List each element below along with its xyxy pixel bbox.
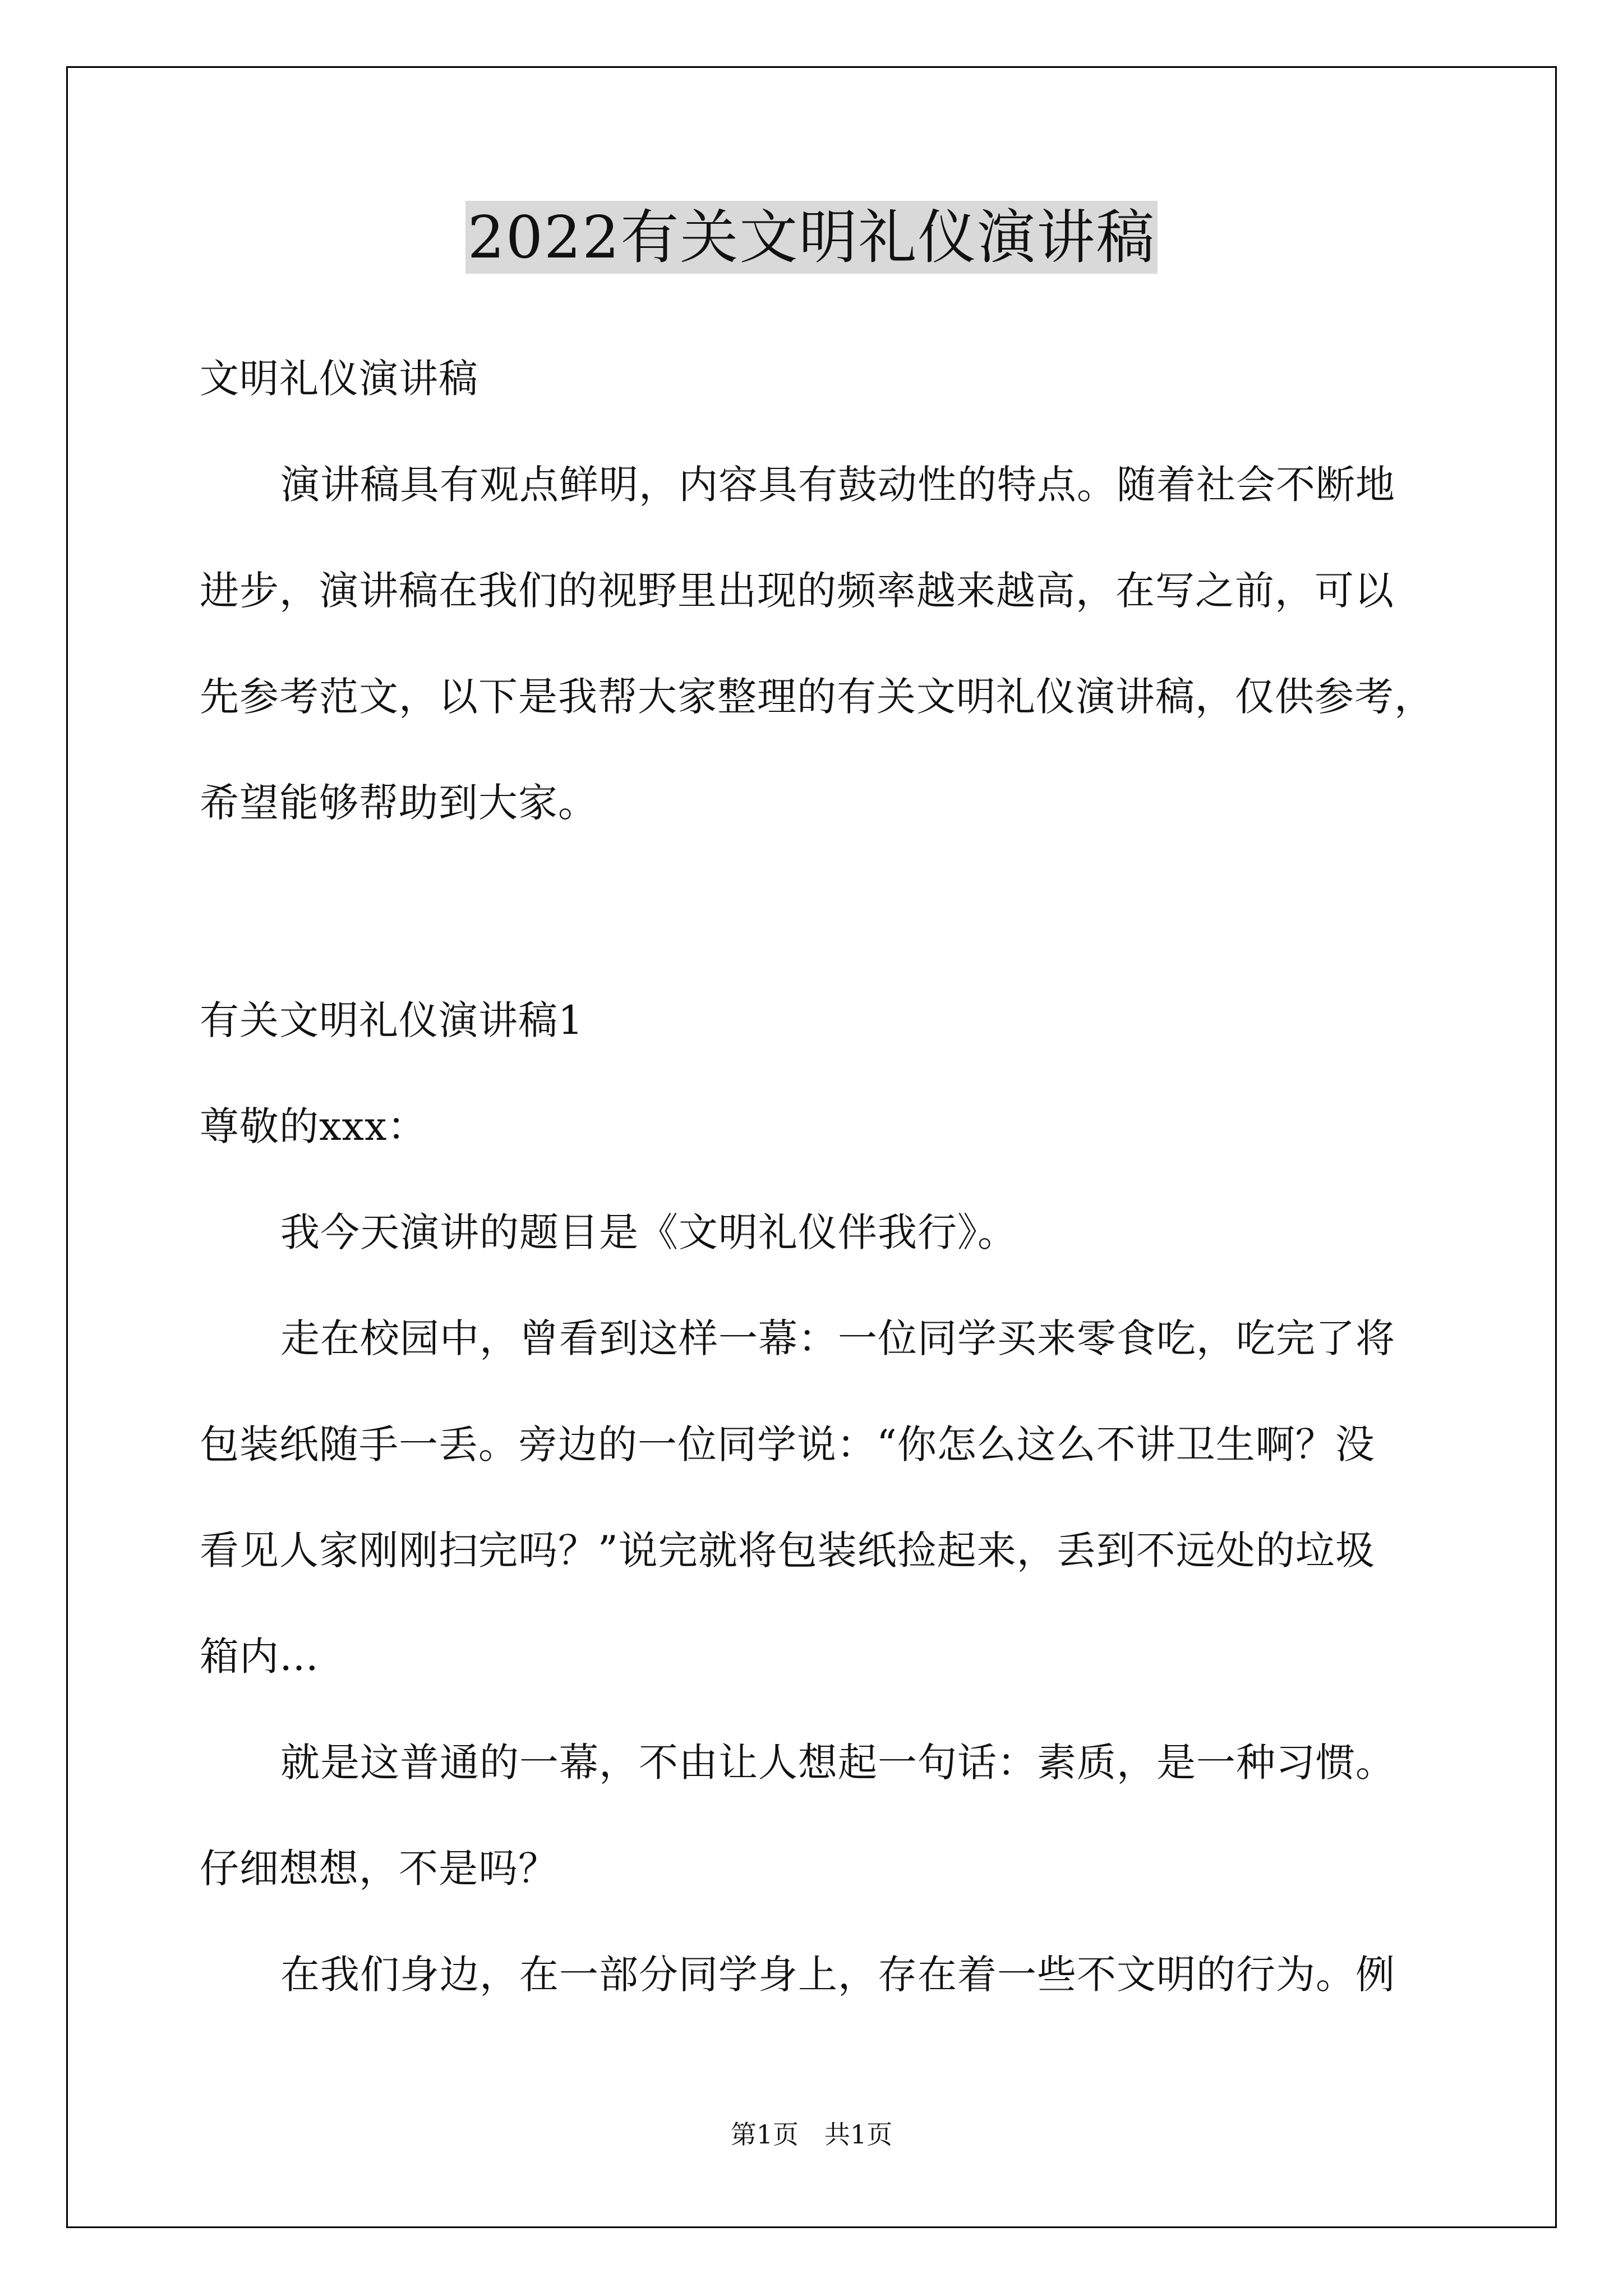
page-footer: 第1页 共1页	[730, 2119, 893, 2150]
doc-line-para1-2: 包装纸随手一丢。旁边的一位同学说：“你怎么这么不讲卫生啊？没	[200, 1421, 1375, 1467]
doc-line-intro-4: 希望能够帮助到大家。	[200, 780, 598, 826]
doc-line-subtitle: 文明礼仪演讲稿	[200, 356, 478, 402]
doc-line-intro-2: 进步，演讲稿在我们的视野里出现的频率越来越高，在写之前，可以	[200, 568, 1394, 614]
doc-line-topic: 我今天演讲的题目是《文明礼仪伴我行》。	[280, 1209, 1017, 1255]
doc-line-para1-1: 走在校园中，曾看到这样一幕：一位同学买来零食吃，吃完了将	[280, 1315, 1395, 1361]
doc-line-para2-1: 就是这普通的一幕，不由让人想起一句话：素质，是一种习惯。	[280, 1740, 1395, 1786]
doc-line-intro-1: 演讲稿具有观点鲜明，内容具有鼓动性的特点。随着社会不断地	[280, 462, 1395, 508]
doc-line-para1-4: 箱内…	[200, 1634, 319, 1680]
doc-line-para3-1: 在我们身边，在一部分同学身上，存在着一些不文明的行为。例	[280, 1952, 1395, 1998]
doc-line-intro-3: 先参考范文，以下是我帮大家整理的有关文明礼仪演讲稿，仅供参考，	[200, 674, 1434, 720]
doc-line-para1-3: 看见人家刚刚扫完吗？”说完就将包装纸捡起来，丢到不远处的垃圾	[200, 1527, 1375, 1573]
document-title: 2022有关文明礼仪演讲稿	[465, 201, 1158, 274]
doc-line-para2-2: 仔细想想，不是吗？	[200, 1846, 558, 1892]
doc-line-salutation: 尊敬的xxx：	[200, 1103, 427, 1149]
title-container	[0, 201, 1623, 274]
doc-line-section-heading: 有关文明礼仪演讲稿1	[200, 997, 584, 1043]
